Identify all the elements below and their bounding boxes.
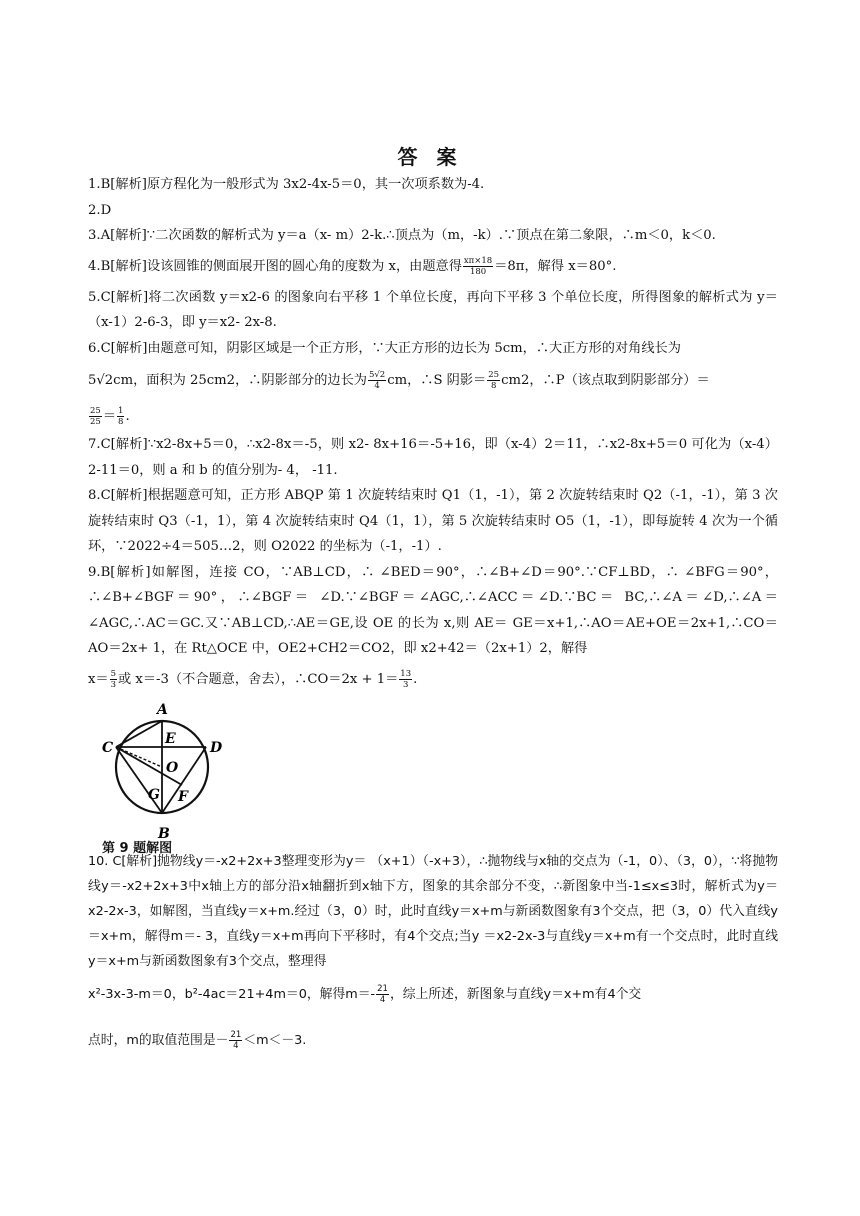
fraction-numerator: 5 (110, 668, 117, 679)
fraction-denominator: 180 (469, 266, 487, 277)
circle-diagram (102, 697, 232, 845)
answer-6 (88, 336, 778, 433)
answer-10-equation (88, 980, 778, 1010)
label-o: O (166, 759, 179, 776)
shadow-area-fraction (487, 370, 500, 391)
answer-4 (88, 252, 778, 282)
fraction-numerator: 25 (488, 370, 500, 380)
answer-10-conclusion (88, 1026, 778, 1056)
answer-4-result: ＝8π，解得 x＝80°. (494, 258, 617, 274)
fraction-denominator: 4 (379, 994, 386, 1005)
label-d: D (210, 739, 223, 756)
answer-5: 5.C[解析]将二次函数 y＝x2-6 的图象向右平移 1 个单位长度，再向下平移 3 个单位长度，所得图象的解析式为 y＝（x-1）2-6-3，即 y＝x2- 2x-8. (88, 289, 778, 330)
label-e: E (165, 730, 176, 747)
fraction-numerator: 1 (118, 406, 124, 416)
answer-9-x: x＝ (88, 671, 109, 687)
label-b: B (158, 825, 170, 842)
fraction-numerator: 21 (377, 983, 388, 994)
x-value-fraction (110, 669, 117, 690)
answer-body (88, 172, 778, 1056)
answer-9-text: 或 x＝-3（不合题意，舍去），∴CO＝2x + 1＝ (118, 671, 399, 687)
fraction-numerator: 5√2 (368, 370, 386, 380)
fraction-denominator: 4 (374, 381, 380, 391)
answer-10-eq-text-2: ，综上所述，新图象与直线y＝x+m有4个交 (389, 986, 642, 1002)
answer-9-result (88, 665, 778, 695)
answer-10-eq-text: x²-3x-3-m＝0，b²-4ac＝21+4m＝0，解得m＝- (88, 986, 376, 1002)
answer-10-last-text: 点时，m的取值范围是－ (88, 1032, 229, 1048)
fraction-numerator: 21 (230, 1029, 242, 1040)
fraction-denominator: 8 (118, 417, 124, 427)
fraction-denominator: 8 (490, 381, 497, 391)
fraction-denominator: 25 (90, 417, 101, 427)
answer-3: 3.A[解析]∵二次函数的解析式为 y＝a（x- m）2-k.∴顶点为（m，-k）.∵顶点在第二象限，∴m＜0，k＜0. (88, 228, 716, 243)
answer-6-text-c: cm2，∴P（该点取到阴影部分）＝ (501, 373, 710, 388)
label-g: G (148, 786, 160, 803)
answer-8: 8.C[解析]根据题意可知，正方形 ABQP 第 1 次旋转结束时 Q1（1，-1），第 2 次旋转结束时 Q2（-1，-1），第 3 次旋转结束时 Q3（-1，1），第 4 次旋转结束时 Q4（1，1），第 5 次旋转结束时 O5（1，-1），即每旋转 4 次为一个循环，∵2022÷4＝505…2，则 O2022 的坐标为（-1，-1）. (88, 488, 778, 554)
page-title: 答 案 (397, 145, 463, 169)
answer-6-period: . (125, 409, 130, 424)
fraction-denominator: 3 (403, 679, 409, 690)
answer-6-line-3 (88, 402, 778, 432)
shadow-side-fraction (368, 370, 386, 391)
fraction-numerator: 25 (90, 406, 101, 416)
answer-10-last-text-2: ＜m＜－3. (243, 1032, 307, 1048)
answer-6-line-2 (88, 366, 778, 396)
label-c: C (102, 739, 114, 756)
label-f: F (178, 788, 188, 805)
co-length-fraction (399, 669, 412, 690)
label-a: A (157, 701, 168, 718)
fraction-numerator: 13 (400, 668, 412, 679)
m-value-fraction (376, 984, 389, 1005)
answer-6-equals: ＝ (102, 409, 117, 424)
answer-4-text: 4.B[解析]设该圆锥的侧面展开图的圆心角的度数为 x，由题意得 (88, 258, 462, 274)
answer-4-fraction (463, 256, 493, 277)
answer-1: 1.B[解析]原方程化为一般形式为 3x2-4x-5＝0，其一次项系数为-4. (88, 177, 485, 192)
fraction-denominator: 3 (110, 679, 117, 690)
answer-2: 2.D (88, 202, 112, 218)
m-range-fraction (229, 1030, 242, 1051)
answer-7: 7.C[解析]∵x2-8x+5＝0，∴x2-8x＝-5，则 x2- 8x+16＝-5+16，即（x-4）2＝11，∴x2-8x+5＝0 可化为（x-4）2-11＝0，则 a 和 b 的值分别为- 4， -11. (88, 437, 778, 478)
answer-10: 10. C[解析]抛物线y＝-x2+2x+3整理变形为y＝ （x+1）（-x+3），∴抛物线与x轴的交点为（-1，0）、（3，0），∵将抛物线y＝-x2+2x+3中x轴上方的部分沿x轴翻折到x轴下方，图象的其余部分不变，∴新图象中当-1≤x≤3时，解析式为y＝x2-2x-3，如解图，当直线y＝x+m.经过（3，0）时，此时直线y＝x+m与新函数图象有3个交点，把（3，0）代入直线y＝x+m，解得m＝- 3，直线y＝x+m再向下平移时，有4个交点;当y ＝x2-2x-3与直线y＝x+m有一个交点时，此时直线y＝x+m与新函数图象有3个交点，整理得 (88, 853, 778, 969)
answer-9-period: . (413, 671, 418, 687)
answer-6-line-1: 6.C[解析]由题意可知，阴影区域是一个正方形，∵大正方形的边长为 5cm，∴大正方形的对角线长为 (88, 340, 681, 356)
answer-6-text-a: 5√2cm，面积为 25cm2，∴阴影部分的边长为 (88, 373, 367, 388)
question-9-figure (102, 697, 232, 856)
probability-fraction (89, 406, 102, 427)
figure-caption: 第 9 题解图 (102, 840, 173, 856)
answer-6-text-b: cm，∴S 阴影＝ (387, 373, 487, 388)
segment-ca (116, 721, 162, 747)
probability-result-fraction (117, 406, 124, 427)
fraction-denominator: 4 (233, 1040, 239, 1051)
fraction-numerator: xπ×18 (463, 255, 493, 266)
answer-9: 9.B[解析]如解图，连接 CO，∵AB⊥CD，∴ ∠BED＝90°，∴∠B+∠D＝90°.∵CF⊥BD，∴ ∠BFG＝90°，∴∠B+∠BGF＝90°，∴∠BGF＝ ∠D.∵∠BGF＝∠AGC,∴∠ACC＝∠D.∵BC＝ BC,∴∠A＝∠D,∴∠A＝∠AGC,∴AC＝GC.又∵AB⊥CD,∴AE＝GE,设 OE 的长为 x,则 AE＝ GE＝x+1,∴AO＝AE+OE＝2x+1,∴CO＝AO＝2x+ 1，在 Rt△OCE 中，OE2+CH2＝CO2，即 x2+42＝（2x+1）2，解得 (88, 564, 778, 656)
